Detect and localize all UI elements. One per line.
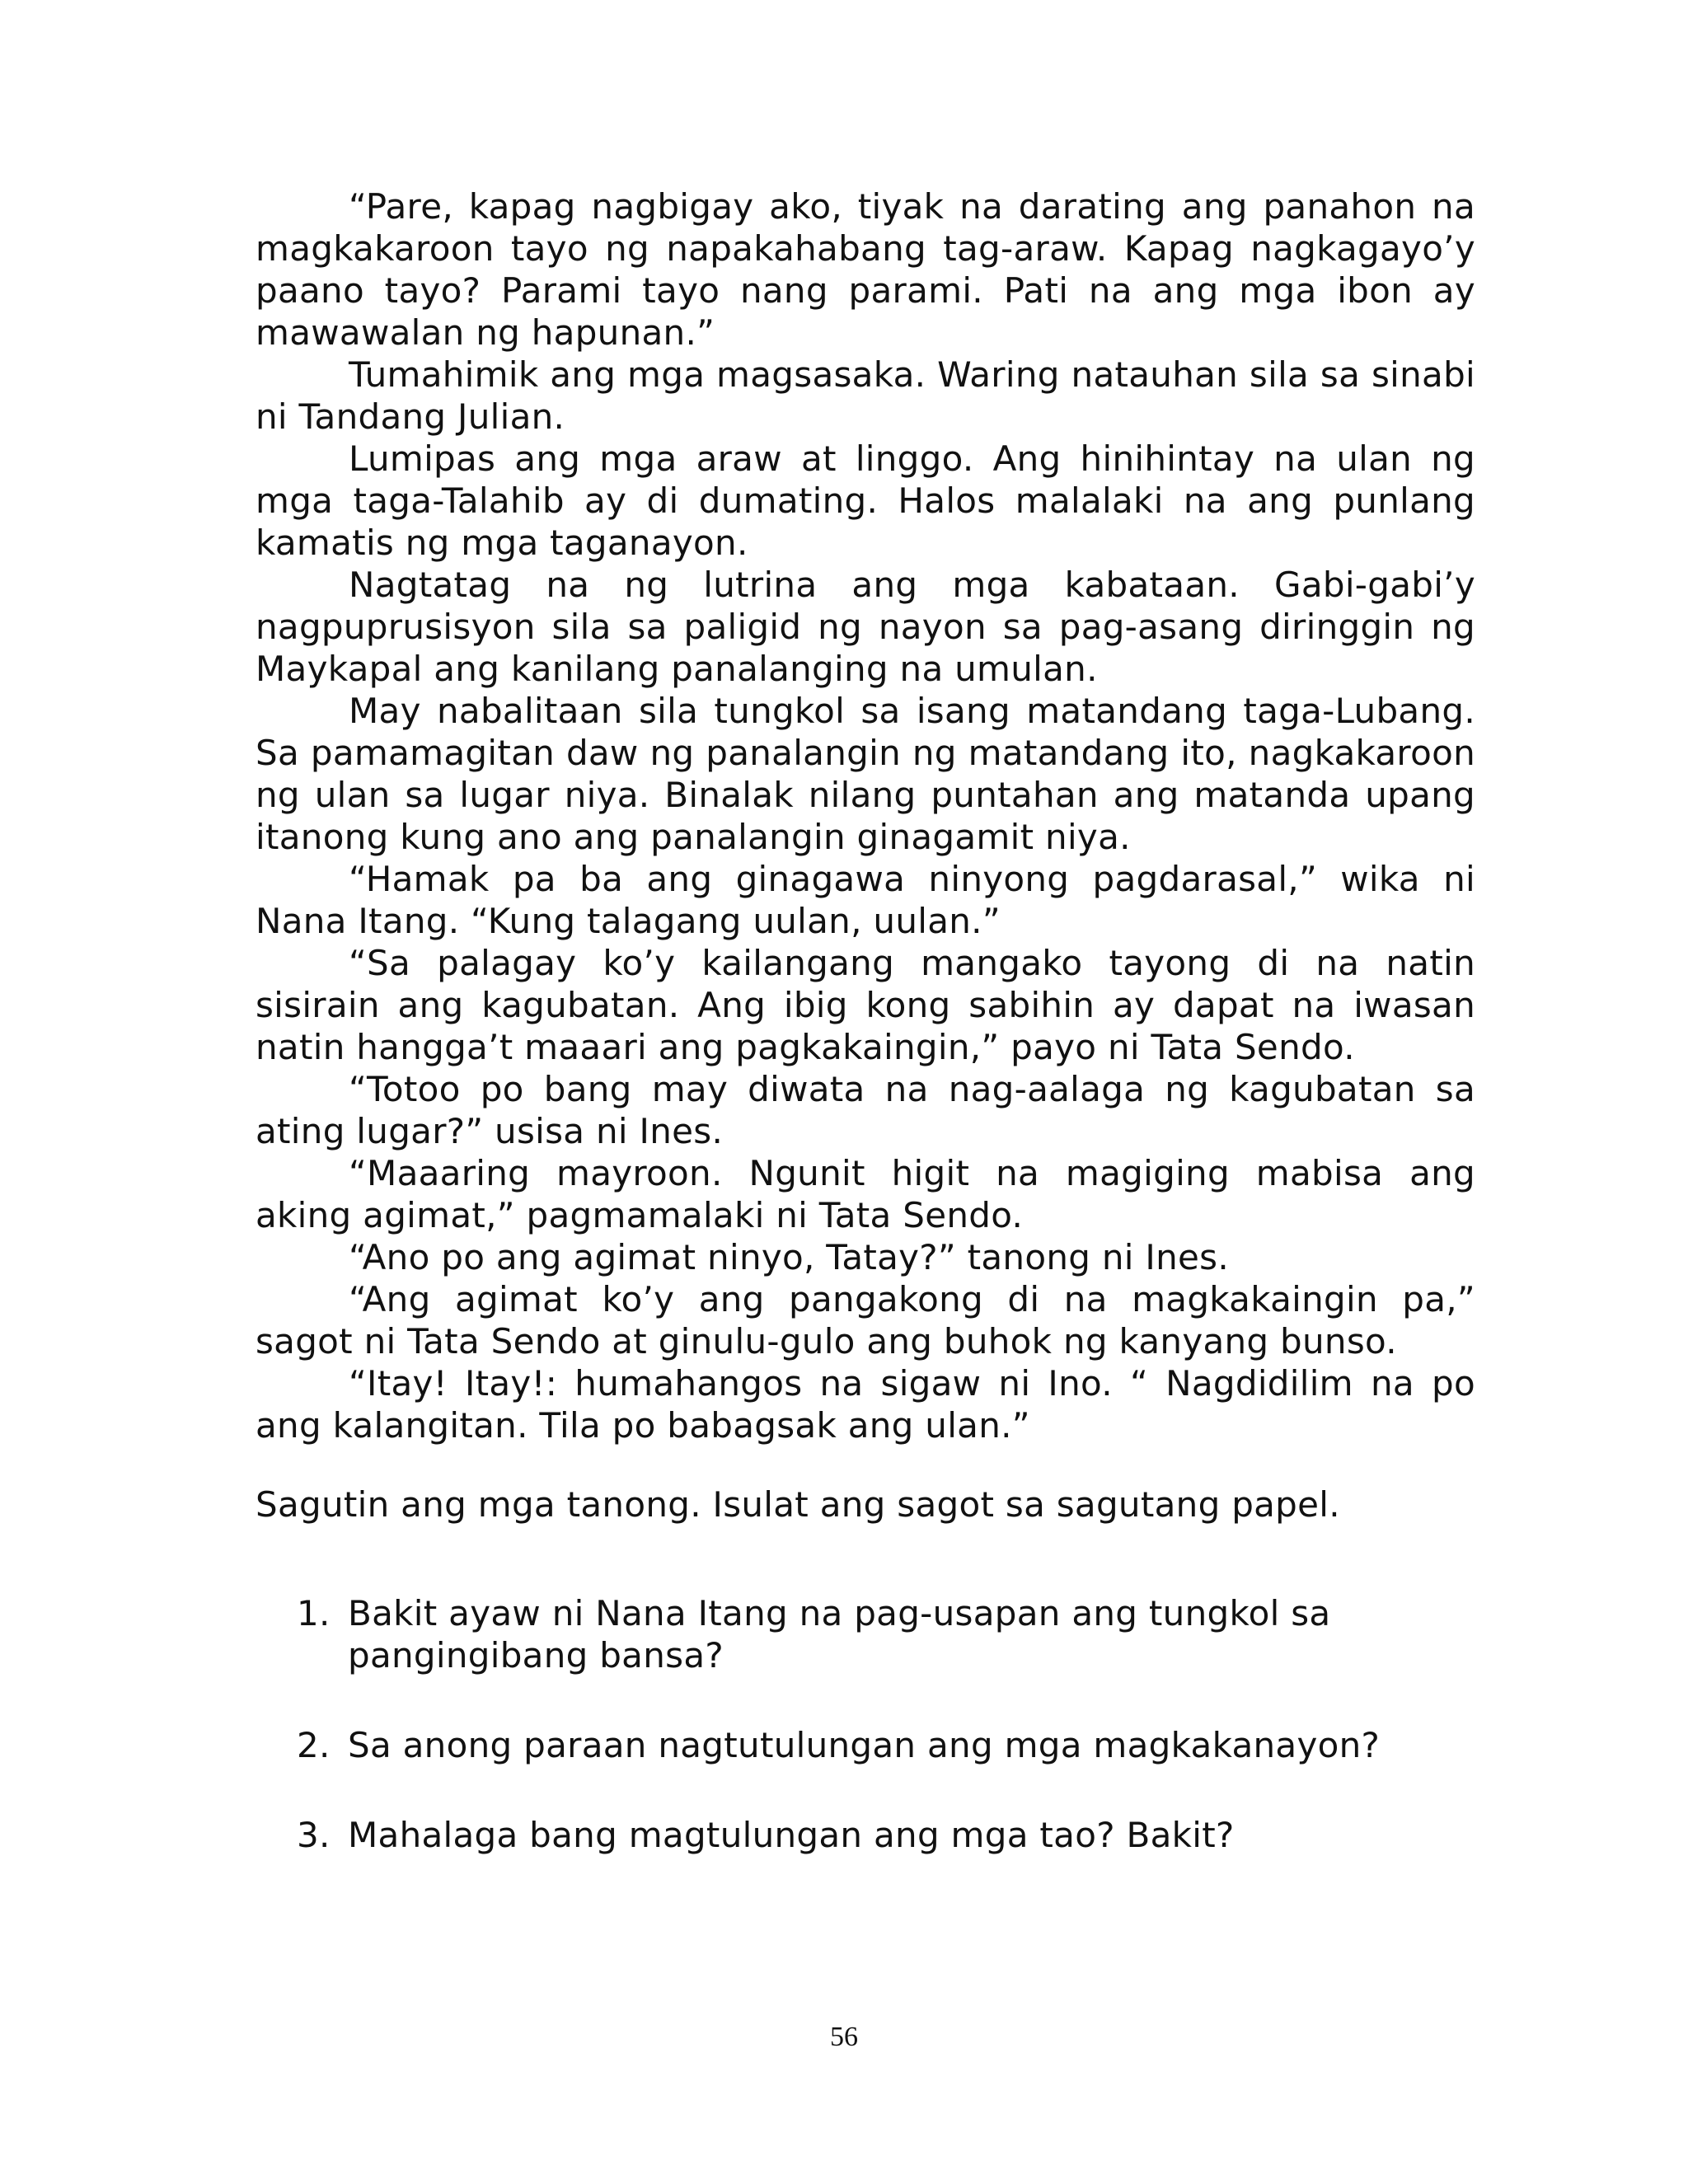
story-paragraph: “Itay! Itay!: humahangos na sigaw ni Ino. “ Nagdidilim na po ang kalangitan. Tila po babagsak ang ulan.” (256, 1363, 1475, 1446)
story-paragraph: “Ano po ang agimat ninyo, Tatay?” tanong ni Ines. (349, 1237, 1229, 1277)
story-paragraph: “Pare, kapag nagbigay ako, tiyak na darating ang panahon na magkakaroon tayo ng napakahabang tag-araw. Kapag nagkagayo’y paano tayo? Parami tayo nang parami. Pati na ang mga ibon ay mawawalan ng hapunan.” (256, 186, 1475, 353)
story-paragraph: “Ang agimat ko’y ang pangakong di na magkakaingin pa,” sagot ni Tata Sendo at ginulu-gulo ang buhok ng kanyang bunso. (256, 1279, 1475, 1361)
instruction-text: Sagutin ang mga tanong. Isulat ang sagot sa sagutang papel. (256, 1484, 1340, 1525)
question-number: 1. (297, 1593, 331, 1633)
question-text: Mahalaga bang magtulungan ang mga tao? Bakit? (348, 1815, 1235, 1855)
question-text: Sa anong paraan nagtutulungan ang mga magkakanayon? (348, 1725, 1381, 1765)
question-item (297, 1592, 1385, 1676)
question-item (297, 1724, 1385, 1766)
story-paragraph: Lumipas ang mga araw at linggo. Ang hinihintay na ulan ng mga taga-Talahib ay di dumating. Halos malalaki na ang punlang kamatis ng mga taganayon. (256, 438, 1475, 563)
question-number: 3. (297, 1815, 331, 1855)
question-text: Bakit ayaw ni Nana Itang na pag-usapan ang tungkol sa pangingibang bansa? (348, 1593, 1331, 1675)
page-number: 56 (830, 2022, 858, 2052)
question-item (297, 1814, 1385, 1856)
story-paragraph: “Totoo po bang may diwata na nag-aalaga ng kagubatan sa ating lugar?” usisa ni Ines. (256, 1069, 1475, 1151)
story-paragraph: May nabalitaan sila tungkol sa isang matandang taga-Lubang. Sa pamamagitan daw ng panalangin ng matandang ito, nagkakaroon ng ulan sa lugar niya. Binalak nilang puntahan ang matanda upang itanong kung ano ang panalangin ginagamit niya. (256, 691, 1475, 857)
question-number: 2. (297, 1725, 331, 1765)
story-text (256, 185, 1475, 1446)
story-paragraph: “Maaaring mayroon. Ngunit higit na magiging mabisa ang aking agimat,” pagmamalaki ni Tata Sendo. (256, 1153, 1475, 1235)
story-paragraph: Nagtatag na ng lutrina ang mga kabataan. Gabi-gabi’y nagpuprusisyon sila sa paligid ng nayon sa pag-asang diringgin ng Maykapal ang kanilang panalanging na umulan. (256, 565, 1475, 689)
story-paragraph: “Hamak pa ba ang ginagawa ninyong pagdarasal,” wika ni Nana Itang. “Kung talagang uulan, uulan.” (256, 859, 1475, 941)
question-list (297, 1592, 1385, 1904)
story-paragraph: “Sa palagay ko’y kailangang mangako tayong di na natin sisirain ang kagubatan. Ang ibig kong sabihin ay dapat na iwasan natin hangga’t maaari ang pagkakaingin,” payo ni Tata Sendo. (256, 943, 1475, 1067)
story-paragraph: Tumahimik ang mga magsasaka. Waring natauhan sila sa sinabi ni Tandang Julian. (256, 354, 1475, 437)
